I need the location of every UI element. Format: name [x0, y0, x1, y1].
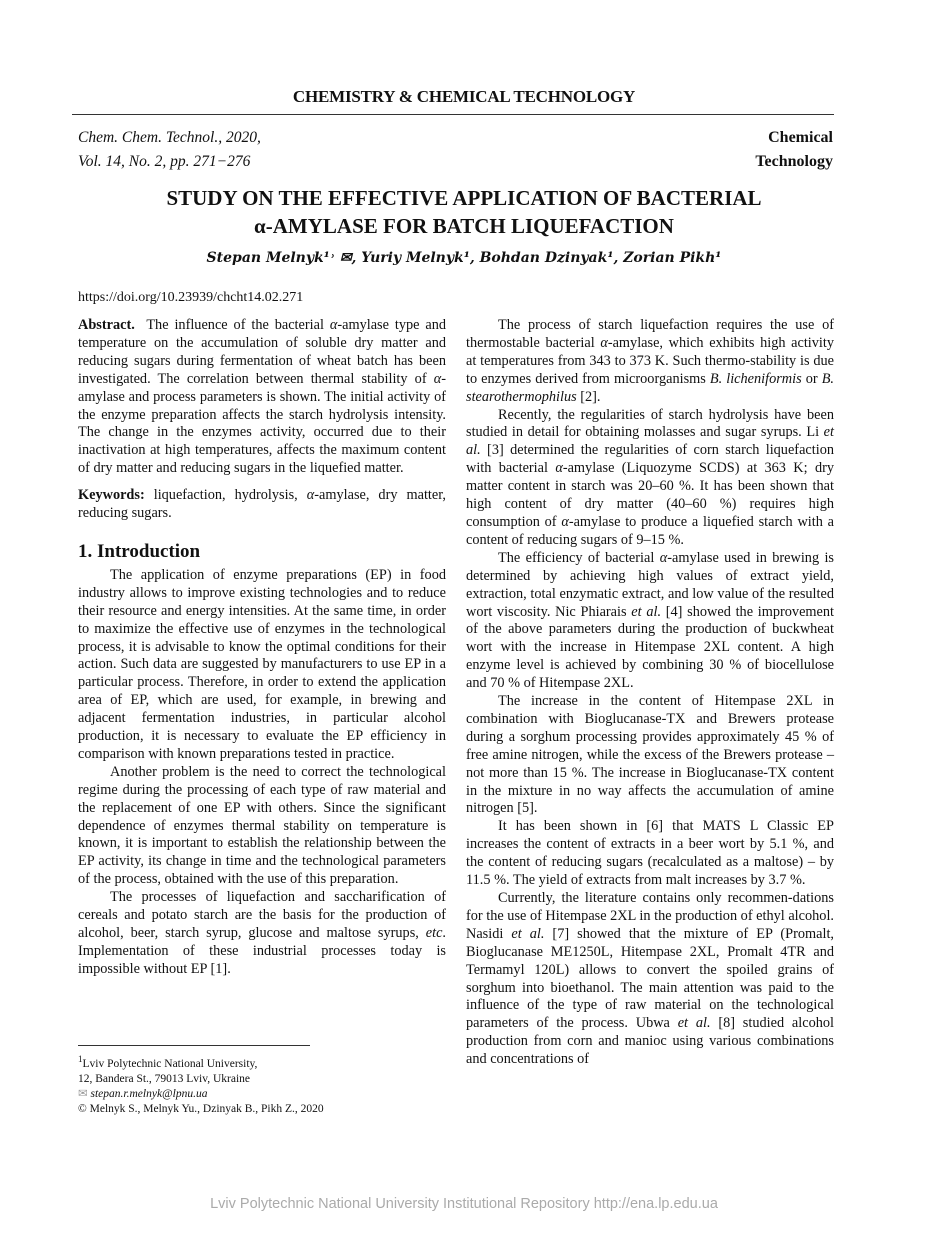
citation-line: Chem. Chem. Technol., 2020, [78, 129, 261, 146]
text-run: Currently, the literature contains only recommen-dations for the use of Hitempase 2XL in the production of ethyl alcohol. Nasidi [466, 890, 834, 942]
footnote [78, 1052, 324, 1117]
text-run: -amylase type and temperature on the accumulation of soluble dry matter and reducing sugars during fermentation of wheat batch has been investigated. The correlation between thermal stability of [78, 317, 447, 387]
left-column [78, 317, 446, 979]
paper-title [0, 184, 928, 240]
italic-text: et al. [466, 424, 834, 459]
italic-text: et al. [677, 1015, 711, 1032]
text-run: -amylase to produce a liquefied starch with a content of reducing sugars of 9–15 %. [466, 513, 834, 548]
paragraph [78, 889, 446, 979]
citation-line: Vol. 14, No. 2, pp. 271−276 [78, 153, 251, 170]
abstract [78, 317, 446, 478]
text-run: -amylase (Liquozyme SCDS) at 363 K; dry matter content in starch was 20–60 %. It has been shown that high content of dry matter (40–60 %) requires high consumption of [466, 460, 834, 530]
text-run: or [801, 370, 822, 387]
text-run: Another problem is the need to correct the technological regime during the processing of each type of raw material and the replacement of one EP with others. Since the significant dependence of enzymes thermal stability on temperature is known, it is important to establish the relationship between the EP activity, its change in time and the technological parameters of the process, obtained with the use of this preparation. [78, 763, 446, 888]
italic-text: et al. [631, 603, 662, 620]
section-tag [755, 126, 833, 174]
text-run: . Implementation of these industrial processes today is impossible without EP [1]. [78, 925, 446, 977]
envelope-icon: ✉ [78, 1087, 88, 1100]
title-line: STUDY ON THE EFFECTIVE APPLICATION OF BACTERIAL [166, 186, 762, 210]
copyright: © Melnyk S., Melnyk Yu., Dzinyak B., Pikh Z., 2020 [78, 1102, 324, 1115]
italic-text: α [600, 334, 608, 351]
footnote-affiliation: $^1$Lviv Polytechnic National University, [78, 1054, 258, 1070]
paragraph [466, 890, 834, 1069]
section-line: Technology [755, 153, 833, 170]
text-run: It has been shown in [6] that MATS L Classic EP increases the content of extracts in a beer wort by 5.1 %, and the content of reducing sugars (recalculated as a maltose) – by 11.5 %. The yield of extracts from malt increases by 3.7 %. [466, 818, 834, 889]
affiliation: Lviv Polytechnic National University, [82, 1057, 258, 1070]
text-run: The increase in the content of Hitempase 2XL in combination with Bioglucanase-TX and Brewers protease during a sorghum processing provides approximately 45 % of free amine nitrogen, while the excess of the Brewers protease – not more than 15 %. The increase in Bioglucanase-TX content in the mixture in no way affects the accumulation of amine nitrogen [5]. [466, 693, 834, 817]
citation [78, 126, 261, 174]
footnote-rule [78, 1045, 310, 1046]
italic-text: α [659, 549, 668, 566]
text-run: The influence of the bacterial [146, 317, 330, 333]
right-paragraphs [466, 317, 834, 1069]
text-run: [4] showed the improvement of the above parameters during the production of buckwheat wort with the increase in Hitempase 2XL content. A high enzyme level is achieved by combining 30 % of biocellulose and 70 % of Hitempase 2XL. [466, 603, 834, 692]
italic-text: B. stearothermophilus [466, 370, 834, 405]
text-run: -amylase and process parameters is shown. The initial activity of the enzyme preparation affects the starch hydrolysis intensity. The change in the enzymes activity, occurred due to their inactivation at high temperatures, affects the maximum content of dry matter and reducing sugars in the liquefied matter. [78, 370, 446, 477]
right-column [466, 317, 834, 1069]
paragraph [466, 693, 834, 818]
text-run: -amylase, dry matter, reducing sugars. [78, 487, 447, 522]
authors: Stepan Melnyk¹˒ ✉, Yuriy Melnyk¹, Bohdan Dzinyak¹, Zorian Pikh¹ [206, 250, 722, 266]
paragraph [466, 407, 834, 550]
text-run: The process of starch liquefaction requires the use of thermostable bacterial [466, 317, 834, 351]
italic-text: α [555, 460, 563, 477]
paragraph [466, 818, 834, 890]
italic-text: α [329, 317, 338, 333]
abstract-text [78, 317, 446, 476]
italic-text: α [561, 513, 569, 530]
doi-link[interactable]: https://doi.org/10.23939/chcht14.02.271 [78, 290, 304, 305]
header-rule [72, 114, 834, 115]
journal-header: CHEMISTRY & CHEMICAL TECHNOLOGY [292, 87, 636, 106]
keywords [78, 487, 446, 523]
section-heading: 1. Introduction [78, 540, 201, 562]
italic-text: etc [425, 925, 443, 941]
italic-text: et al. [511, 925, 545, 942]
intro-paragraphs [78, 567, 446, 979]
text-run: liquefaction, hydrolysis, [153, 487, 307, 504]
text-run: The efficiency of bacterial [498, 549, 660, 566]
address: 12, Bandera St., 79013 Lviv, Ukraine [78, 1072, 251, 1085]
text-run: [2]. [576, 388, 601, 405]
text-run: The processes of liquefaction and saccharification of cereals and potato starch are the basis for the production of alcohol, beer, starch syrup, glucose and maltose syrups, [78, 889, 446, 941]
keywords-label: Keywords: [78, 487, 145, 504]
italic-text: α [306, 487, 315, 504]
abstract-label: Abstract. [78, 317, 135, 333]
text-run: -amylase, which exhibits high activity at temperatures from 343 to 373 K. Such thermo-stability is due to enzymes derived from microorganisms [466, 334, 835, 387]
text-run: [8] studied alcohol production from corn and manioc using various combinations and concentrations of [466, 1015, 834, 1068]
text-run: The application of enzyme preparations (EP) in food industry allows to improve existing technologies and to reduce their resource and energy intensities. At the same time, in order to maximize the effective use of enzymes in the technological process, it is advisable to know the optimal conditions for their action. Such data are suggested by manufacturers to use EP in a particular process. Therefore, in order to extend the application area of EP, which are used, for example, in brewing and adjacent fermentation industries, in particular alcohol production, it is necessary to evaluate the EP efficiency in comparison with known preparations tested in practice. [78, 566, 446, 762]
paragraph [78, 764, 446, 889]
italic-text: α [433, 370, 442, 387]
paragraph [78, 567, 446, 764]
text-run: Recently, the regularities of starch hydrolysis have been studied in detail for obtaining molasses and sugar syrups. Li [466, 406, 834, 441]
paragraph [466, 550, 834, 693]
text-run: -amylase used in brewing is determined by achieving high values of extract yield, extraction, total enzymatic extract, and low value of the resulted wort viscosity. Nic Phiarais [466, 549, 834, 620]
italic-text: B. licheniformis [709, 370, 802, 387]
email-line [78, 1087, 324, 1102]
email-link[interactable]: stepan.r.melnyk@lpnu.ua [90, 1087, 208, 1100]
paragraph [466, 317, 834, 407]
title-line: α-AMYLASE FOR BATCH LIQUEFACTION [254, 214, 674, 238]
repository-footer[interactable]: Lviv Polytechnic National University Institutional Repository http://ena.lp.edu.ua [210, 1196, 718, 1212]
text-run: [3] determined the regularities of corn starch liquefaction with bacterial [466, 442, 834, 477]
section-line: Chemical [768, 129, 833, 146]
text-run: [7] showed that the mixture of EP (Promalt, Bioglucanase ME1250L, Hitempase 2XL, Promalt 4TR and Termamyl 120L) allows to convert the spoiled grains of sorghum into bioethanol. The main attention was paid to the influence of the type of raw material on the technological parameters of the process. Ubwa [466, 925, 834, 1032]
